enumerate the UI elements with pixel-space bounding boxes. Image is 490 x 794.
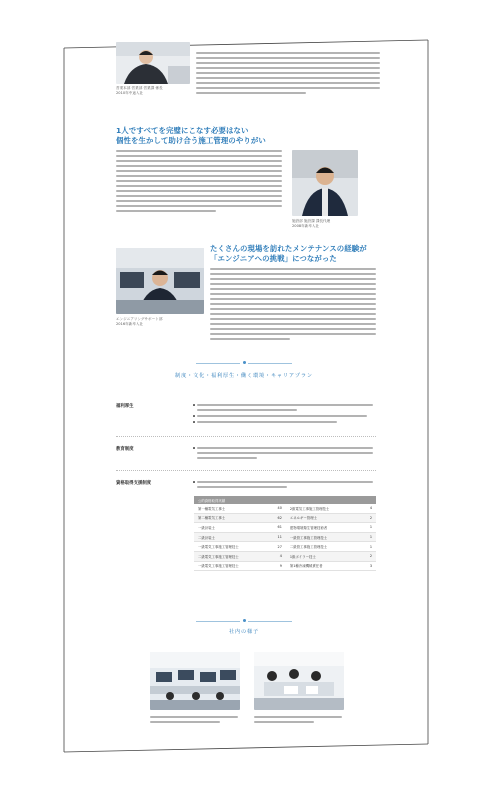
- certification-table: [194, 496, 376, 571]
- employee-photo-top: [116, 42, 190, 84]
- caption-middle-year: 2008年新卒入社: [292, 224, 320, 228]
- heading-middle-line1: 1人ですべてを完璧にこなす必要はない: [116, 126, 249, 135]
- heading-middle-line2: 個性を生かして助け合う施工管理のやりがい: [116, 136, 266, 145]
- row-label-certification: 資格取得支援制度: [116, 481, 152, 486]
- employee-photo-middle: [292, 150, 358, 216]
- row-separator-2: [116, 470, 376, 471]
- table-row: 二級計装士 11 一級管工事施工管理技士 1: [194, 532, 376, 542]
- caption-top-year: 2010年中途入社: [116, 91, 144, 95]
- caption-top-role: 営業本部 営業部 営業課 係長: [116, 86, 163, 90]
- table-row: 一級電気工事施工管理技士 9 第1種冷凍機械責任者 3: [194, 561, 376, 571]
- heading-bottom-line2: 「エンジニアへの挑戦」につながった: [210, 254, 337, 263]
- section-divider-benefits: [196, 360, 292, 366]
- caption-bottom-year: 2016年新卒入社: [116, 322, 144, 326]
- caption-bottom-role: エンジニアリングサポート部: [116, 317, 163, 321]
- caption-middle-role: 施設部 施設課 課長代理: [292, 219, 331, 223]
- row-separator-1: [116, 436, 376, 437]
- table-row: 第二種電気工事士 62 エネルギー管理士 2: [194, 513, 376, 523]
- section-divider-office: [196, 618, 292, 624]
- employee-photo-bottom: [116, 248, 204, 314]
- office-photo-right: [254, 652, 344, 710]
- office-photo-left: [150, 652, 240, 710]
- table-row: 一級電気工事施工管理技士 27 二級管工事施工管理技士 1: [194, 542, 376, 552]
- table-row: 第一種電気工事士 40 2級電気工事施工管理技士 4: [194, 504, 376, 513]
- office-section-title: 社内の様子: [229, 629, 259, 635]
- table-row: 一級計装士 61 建物環境衛生管理技術者 1: [194, 523, 376, 533]
- table-header: 公的資格取得実績: [194, 496, 376, 504]
- row-label-education: 教育制度: [116, 447, 134, 452]
- table-row: 二級電気工事施工管理技士 4 1級ボイラー技士 2: [194, 551, 376, 561]
- benefits-section-title: 制度・文化・福利厚生・働く環境・キャリアプラン: [175, 373, 313, 379]
- row-label-welfare: 福利厚生: [116, 404, 134, 409]
- heading-bottom-line1: たくさんの現場を訪れたメンテナンスの経験が: [210, 244, 367, 253]
